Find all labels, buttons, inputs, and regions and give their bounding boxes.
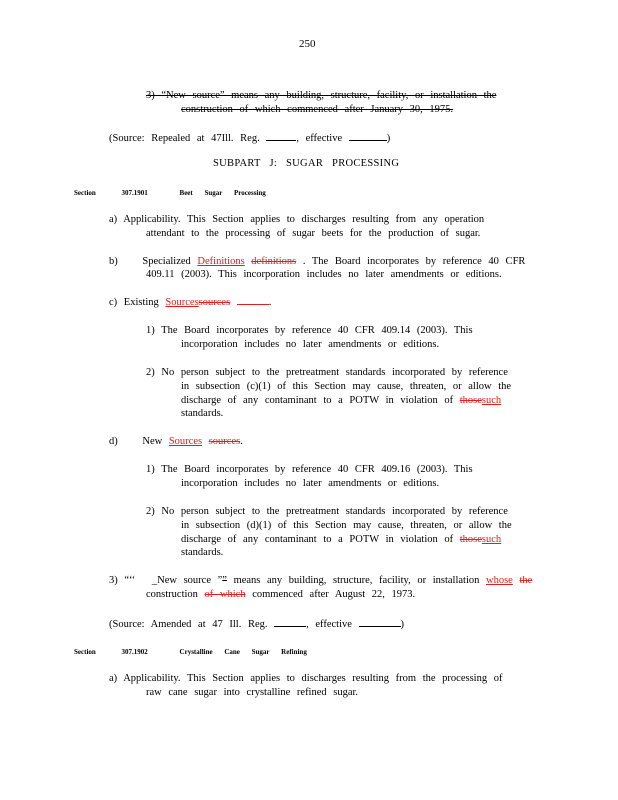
s1901-c2-line3 [181,394,501,407]
s1901-c2-line2: in subsection (c)(1) of this Section may cause, threaten, or allow the [181,381,512,392]
source-amended-prefix: (Source: Amended at 47 Ill. Reg. [109,619,268,630]
source-note-amended [109,616,404,631]
s1901-3-text-a: _New source ” [151,575,223,586]
s1901-3-marker: 3) “‘‘ [109,575,136,586]
s1901-d1-line2: incorporation includes no later amendments or editions. [181,478,440,489]
s1901-c1-line1: 1) The Board incorporates by reference 40 CFR 409.14 (2003). This [146,325,473,336]
inserted-such: such [481,395,502,406]
s1901-d-marker: d) [109,436,118,447]
s1901-c-line [109,296,271,309]
section-number: 307.1901 [121,189,148,197]
effective-date-blank-amended [359,616,401,627]
section-label: Section [74,189,96,197]
deleted-new-source-definition-line2: construction of which commenced after January 30, 1975. [181,104,454,115]
s1901-b-line1 [109,255,525,268]
reg-blank-amended [274,616,306,627]
s1901-d1-line1: 1) The Board incorporates by reference 40 CFR 409.16 (2003). This [146,464,473,475]
s1901-d2-line3 [181,533,501,546]
inserted-definitions: Definitions [197,256,245,267]
s1901-3-construction: construction [146,589,198,600]
effective-date-blank [349,130,387,141]
reg-blank [266,130,296,141]
s1901-d2-line2: in subsection (d)(1) of this Section may cause, threaten, or allow the [181,520,512,531]
s1901-d2-line4: standards. [181,547,224,558]
s1901-d-period: . [240,436,243,447]
deleted-new-source-definition-line1: 3) “New source” means any building, structure, facility, or installation the [146,90,497,101]
deleted-those: those [459,395,482,406]
inserted-sources-new: Sources [168,436,203,447]
s1901-b-rest: . The Board incorporates by reference 40 CFR [302,256,526,267]
s1901-c-period: . [268,297,272,308]
s1901-b-specialized: Specialized [142,256,191,267]
s1901-d2-line3-text: discharge of any contaminant to a POTW in violation of [181,534,454,545]
deleted-those-d: those [459,534,482,545]
s1901-3-line2 [146,588,415,601]
inserted-sources: Sources [165,297,199,308]
s1901-b-marker: b) [109,256,118,267]
s1901-3-commenced: commenced after August 22, 1973. [252,589,416,600]
s1901-a-line2: attendant to the processing of sugar beets for the production of sugar. [146,228,481,239]
page-number: 250 [299,38,316,50]
deleted-quote: ” [222,575,227,586]
deleted-definitions: definitions [251,256,297,267]
source-amended-suffix: ) [400,619,405,630]
section-title-1902: Crystalline Cane Sugar Refining [179,648,307,656]
section-title: Beet Sugar Processing [179,189,266,197]
s1901-c2-line3-text: discharge of any contaminant to a POTW in violation of [181,395,454,406]
section-number-1902: 307.1902 [121,648,148,656]
s1901-c2-line4: standards. [181,408,224,419]
s1901-c1-line2: incorporation includes no later amendments or editions. [181,339,440,350]
source-repealed-suffix: ) [386,133,391,144]
inserted-whose: whose [486,575,513,586]
s1901-d-line [109,435,243,448]
section-heading-1902 [74,646,307,659]
revision-underline [237,296,269,305]
s1902-a-line2: raw cane sugar into crystalline refined sugar. [146,687,359,698]
s1901-3-text-b: means any building, structure, facility, or installation [233,575,480,586]
source-amended-middle: , effective [306,619,352,630]
s1901-d-prefix: New [142,436,163,447]
section-heading-1901 [74,187,266,200]
source-repealed-prefix: (Source: Repealed at 47Ill. Reg. [109,133,260,144]
s1901-a-line1: a) Applicability. This Section applies to discharges resulting from any operation [109,214,485,225]
s1901-c2-line1: 2) No person subject to the pretreatment standards incorporated by reference [146,367,508,378]
source-note-repealed [109,130,390,145]
s1901-d2-line1: 2) No person subject to the pretreatment standards incorporated by reference [146,506,508,517]
deleted-sources-new: sources [208,436,241,447]
deleted-sources: sources [198,297,231,308]
deleted-of-which: of which [204,589,246,600]
source-repealed-middle: , effective [296,133,343,144]
deleted-the: the [519,575,533,586]
s1901-3-line1 [109,574,532,587]
subpart-heading: SUBPART J: SUGAR PROCESSING [213,158,400,169]
s1902-a-line1: a) Applicability. This Section applies to discharges resulting from the processing of [109,673,503,684]
section-label-1902: Section [74,648,96,656]
inserted-such-d: such [481,534,502,545]
s1901-b-line2: 409.11 (2003). This incorporation includes no later amendments or editions. [146,269,502,280]
s1901-c-prefix: c) Existing [109,297,159,308]
